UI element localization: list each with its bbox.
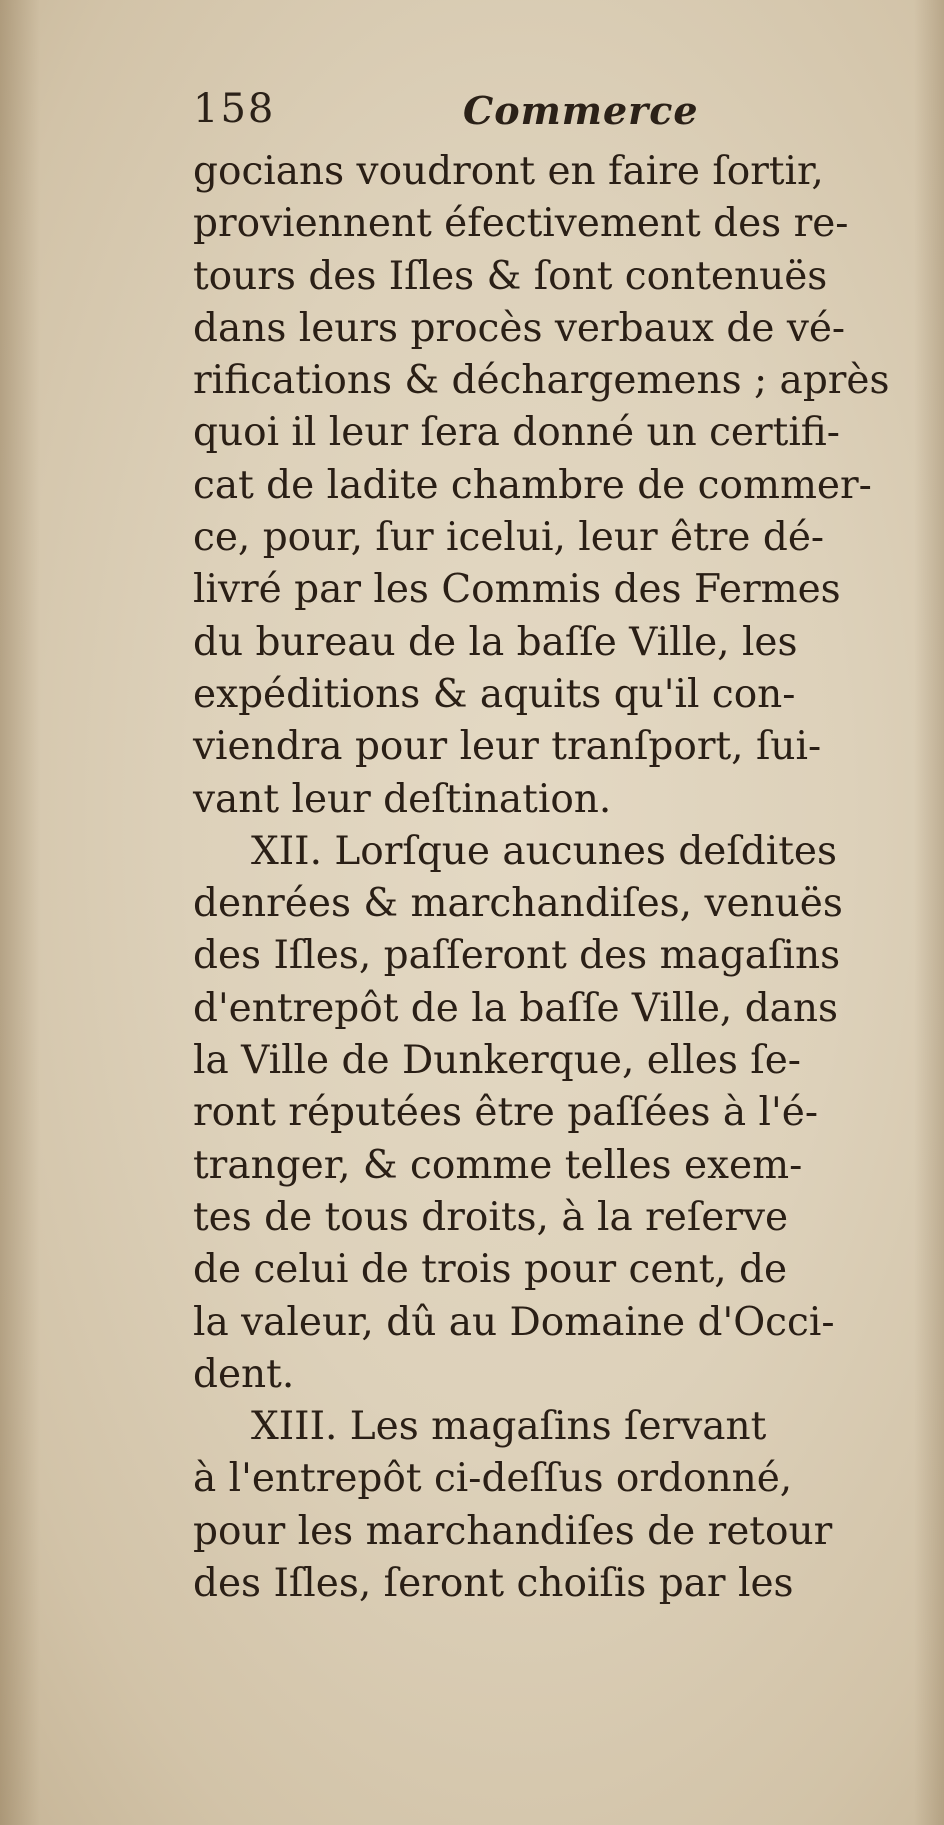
text-line: rifications & déchargemens ; après bbox=[193, 358, 890, 404]
text-line: dent. bbox=[193, 1351, 295, 1397]
text-line: ront réputées être paſſées à l'é- bbox=[193, 1090, 818, 1136]
text-line: proviennent éfectivement des re- bbox=[193, 201, 849, 247]
text-line: des Iſles, paſſeront des magaſins bbox=[193, 933, 841, 979]
text-line: la Ville de Dunkerque, elles ſe- bbox=[193, 1038, 801, 1084]
text-line: du bureau de la baſſe Ville, les bbox=[193, 619, 798, 665]
text-line: tes de tous droits, à la reſerve bbox=[193, 1194, 789, 1240]
text-line: viendra pour leur tranſport, ſui- bbox=[193, 724, 822, 770]
page-number: 158 bbox=[193, 86, 276, 132]
text-line: des Iſles, ſeront choiſis par les bbox=[193, 1561, 794, 1607]
text-line: pour les marchandiſes de retour bbox=[193, 1508, 833, 1554]
paragraph-start-line: XII. Lorſque aucunes deſdites bbox=[251, 828, 838, 874]
text-line: denrées & marchandiſes, venuës bbox=[193, 881, 843, 927]
body-text bbox=[193, 146, 933, 1610]
text-line: à l'entrepôt ci-deſſus ordonné, bbox=[193, 1456, 793, 1502]
text-line: expéditions & aquits qu'il con- bbox=[193, 671, 796, 717]
text-line: quoi il leur ſera donné un certifi- bbox=[193, 410, 840, 456]
text-line: tours des Iſles & ſont contenuës bbox=[193, 253, 828, 299]
text-line: dans leurs procès verbaux de vé- bbox=[193, 305, 846, 351]
text-line: de celui de trois pour cent, de bbox=[193, 1247, 788, 1293]
text-line: livré par les Commis des Fermes bbox=[193, 567, 841, 613]
text-line: la valeur, dû au Domaine d'Occi- bbox=[193, 1299, 835, 1345]
text-line: tranger, & comme telles exem- bbox=[193, 1142, 803, 1188]
running-head bbox=[193, 86, 793, 146]
paragraph-start-line: XIII. Les magaſins ſervant bbox=[251, 1404, 767, 1450]
text-line: ce, pour, ſur icelui, leur être dé- bbox=[193, 515, 825, 561]
text-line: d'entrepôt de la baſſe Ville, dans bbox=[193, 985, 839, 1031]
section-title: Commerce bbox=[463, 88, 699, 133]
text-line: gocians voudront en faire ſortir, bbox=[193, 149, 824, 194]
text-line: vant leur deſtination. bbox=[193, 776, 612, 822]
text-line: cat de ladite chambre de commer- bbox=[193, 462, 872, 508]
